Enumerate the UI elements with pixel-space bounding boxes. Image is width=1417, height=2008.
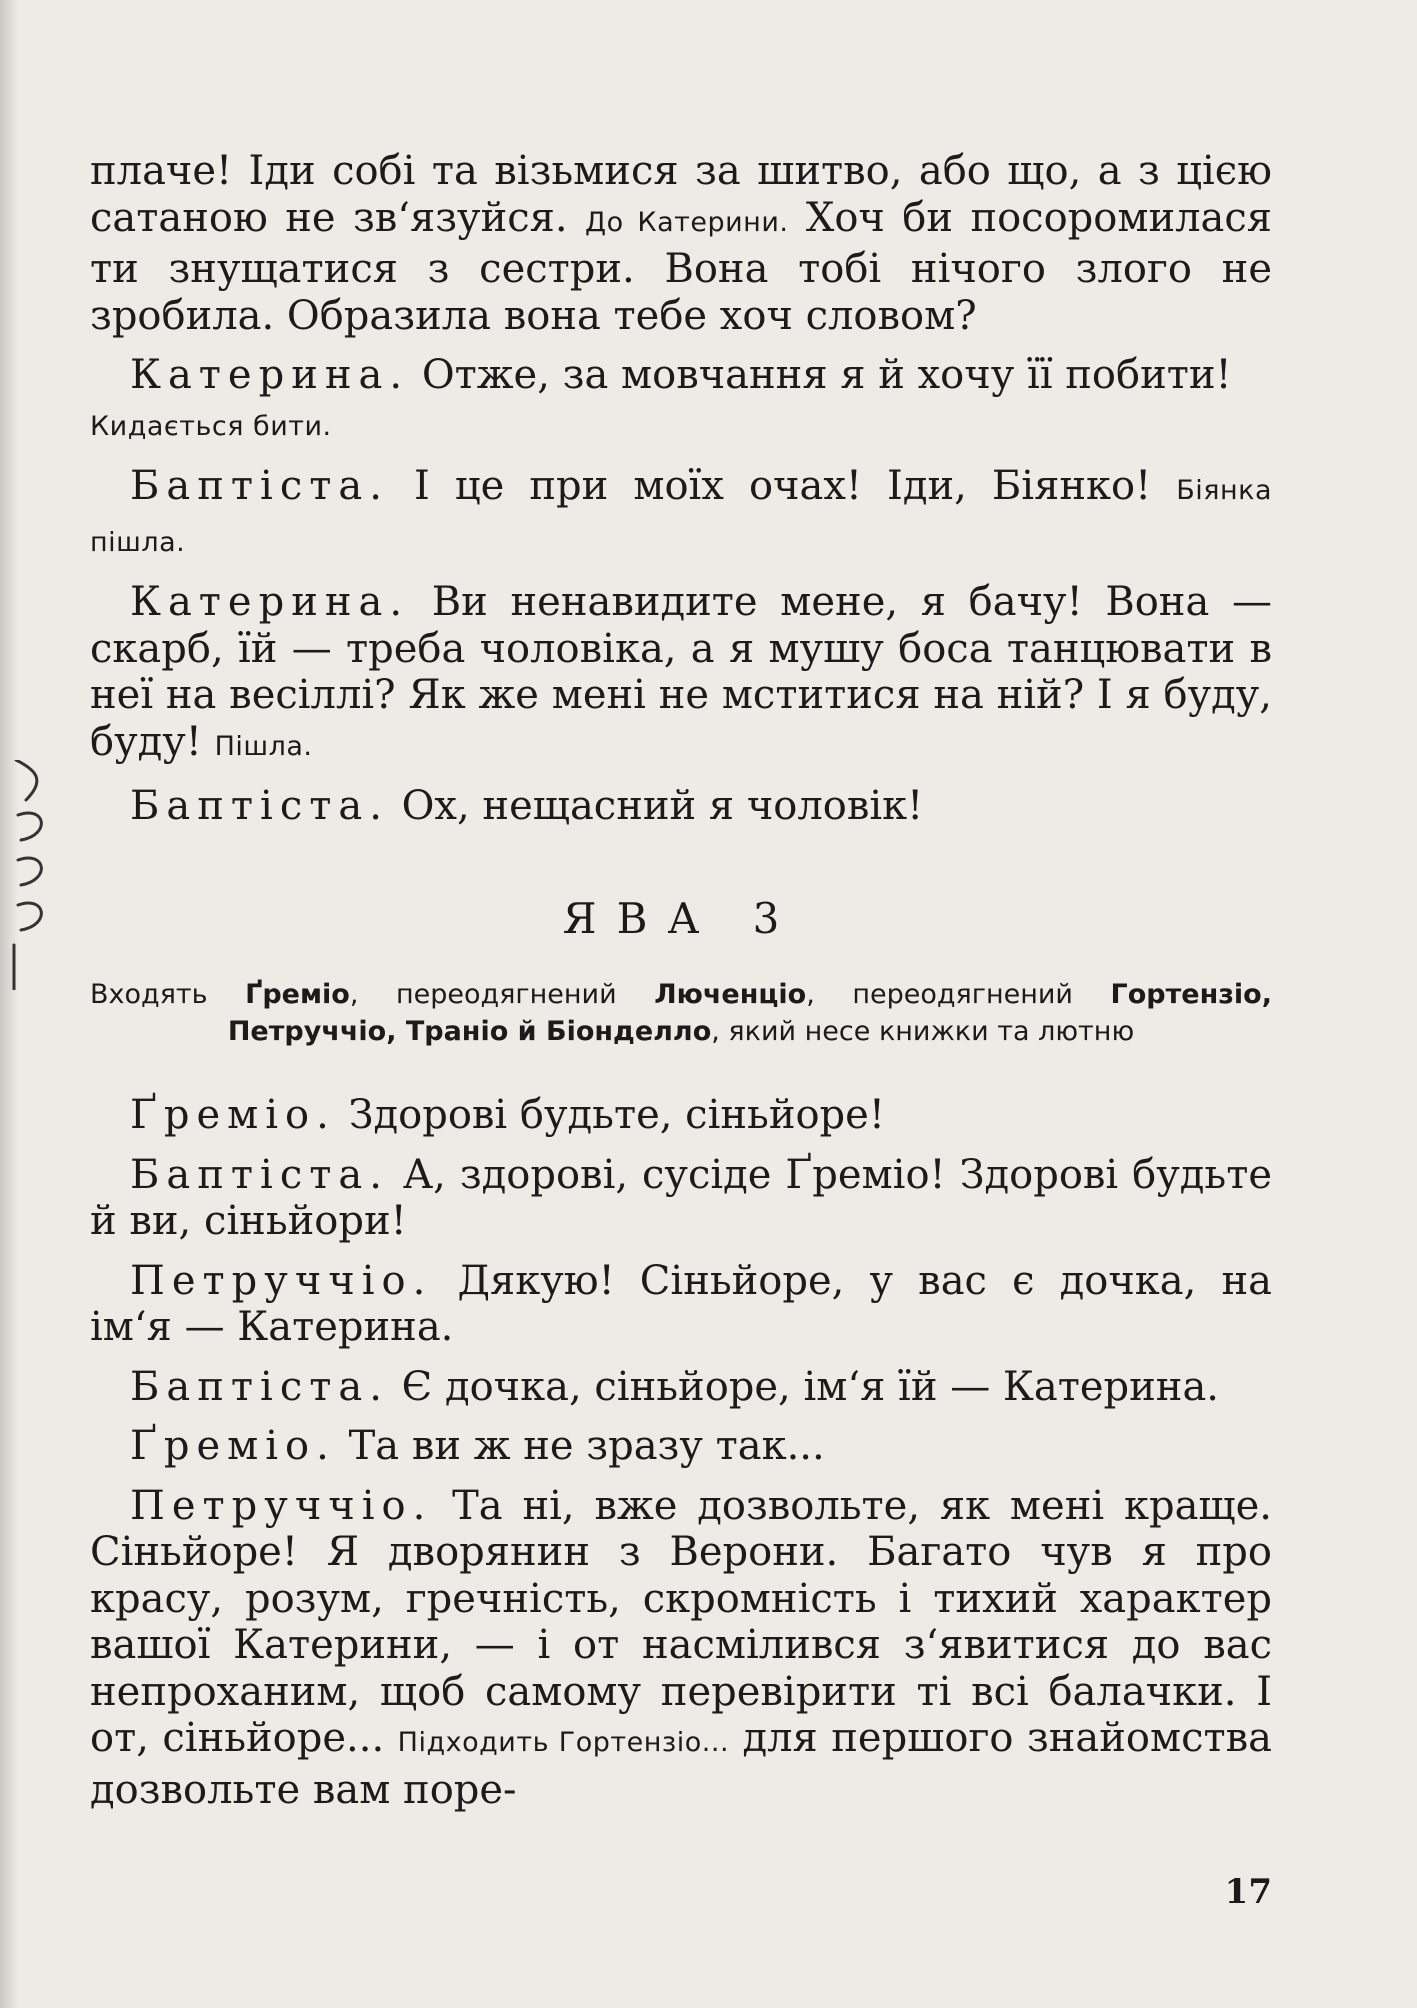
character-name: Люченціо <box>654 979 807 1010</box>
page-text <box>90 148 1272 1813</box>
dialogue-text: Є дочка, сіньйоре, ім‘я їй — Катерина. <box>401 1363 1220 1410</box>
dialogue-text: Ви ненавидите мене, я бачу! Вона — скарб, їй — треба чоловіка, а я мушу боса танцювати в неї на весіллі? Як же мені не мститися на ній? І я буду, буду! <box>90 579 1272 765</box>
stage-direction: Пішла. <box>214 730 313 762</box>
speaker-name: Баптіста. <box>130 783 389 829</box>
page-gutter-shadow <box>0 0 18 2008</box>
dialogue-text: Та ви ж не зразу так... <box>348 1423 825 1469</box>
stage-direction: Кидається бити. <box>90 410 332 442</box>
handwritten-margin-note <box>6 760 66 990</box>
page-number: 17 <box>1224 1872 1272 1912</box>
speaker-name: Катерина. <box>130 352 410 398</box>
paragraph-10 <box>90 1423 1272 1470</box>
speaker-name: Ґреміо. <box>130 1423 336 1469</box>
paragraph-6 <box>90 1092 1272 1139</box>
paragraph-8 <box>90 1258 1272 1351</box>
speaker-name: Ґреміо. <box>130 1092 336 1138</box>
dialogue-text: Та ні, вже дозвольте, як мені краще. Сіньйоре! Я дворянин з Верони. Багато чув я про красу, розум, гречність, скромність і тихий характер вашої Катерини, — і от насмілився з‘явитися до вас непроханим, щоб самому перевірити ті всі балачки. І от, сіньйоре... <box>90 1482 1272 1761</box>
dialogue-text: Здорові будьте, сіньйоре! <box>348 1092 885 1138</box>
scene-heading: ЯВА 3 <box>562 893 800 943</box>
speaker-name: Катерина. <box>130 579 410 625</box>
dialogue-text: Хоч би посоромилася ти знущатися з сестри. Вона тобі нічого злого не зробила. Образила вона тебе хоч словом? <box>90 194 1273 339</box>
character-name: Ґреміо <box>245 979 350 1010</box>
paragraph-3 <box>90 463 1272 566</box>
speaker-name: Баптіста. <box>130 463 389 509</box>
paragraph-1 <box>90 148 1272 339</box>
stage-direction: До Катерини. <box>585 206 789 238</box>
paragraph-4 <box>90 579 1272 770</box>
stage-text: Входять <box>90 979 208 1010</box>
paragraph-5 <box>90 783 1272 830</box>
stage-direction: Підходить Гортензіо... <box>397 1727 730 1758</box>
stage-text: , який несе книжки та лютню <box>711 1016 1135 1047</box>
dialogue-text: І це при моїх очах! Іди, Біянко! <box>414 463 1152 509</box>
dialogue-text: Отже, за мовчання я й хочу її побити! <box>421 352 1232 398</box>
paragraph-11 <box>90 1483 1272 1814</box>
dialogue-text: Ох, нещасний я чоловік! <box>401 783 924 829</box>
dialogue-text: Дякую! Сіньйоре, у вас є дочка, на ім‘я — Катерина. <box>90 1257 1273 1350</box>
speaker-name: Петруччіо. <box>130 1482 433 1529</box>
speaker-name: Баптіста. <box>130 1151 389 1198</box>
speaker-name: Петруччіо. <box>130 1257 433 1304</box>
stage-text: , переодягнений <box>806 979 1073 1010</box>
stage-direction: Біянка пішла. <box>90 475 1272 558</box>
dialogue-text: плаче! Іди собі та візьмися за шитво, або що, а з цією сатаною не зв‘язуйся. <box>90 148 1272 241</box>
dialogue-text: для першого знайомства дозвольте вам поре- <box>90 1715 1273 1813</box>
paragraph-7 <box>90 1152 1272 1245</box>
character-name: Гортензіо, Петруччіо, Траніо й Біонделло <box>227 979 1272 1047</box>
dialogue-text: А, здорові, сусіде Ґреміо! Здорові будьте й ви, сіньйори! <box>90 1151 1272 1244</box>
paragraph-9 <box>90 1364 1272 1411</box>
paragraph-2 <box>90 352 1272 450</box>
scene-stage-direction <box>90 976 1272 1050</box>
stage-text: , переодягнений <box>349 979 617 1010</box>
speaker-name: Баптіста. <box>130 1363 389 1410</box>
